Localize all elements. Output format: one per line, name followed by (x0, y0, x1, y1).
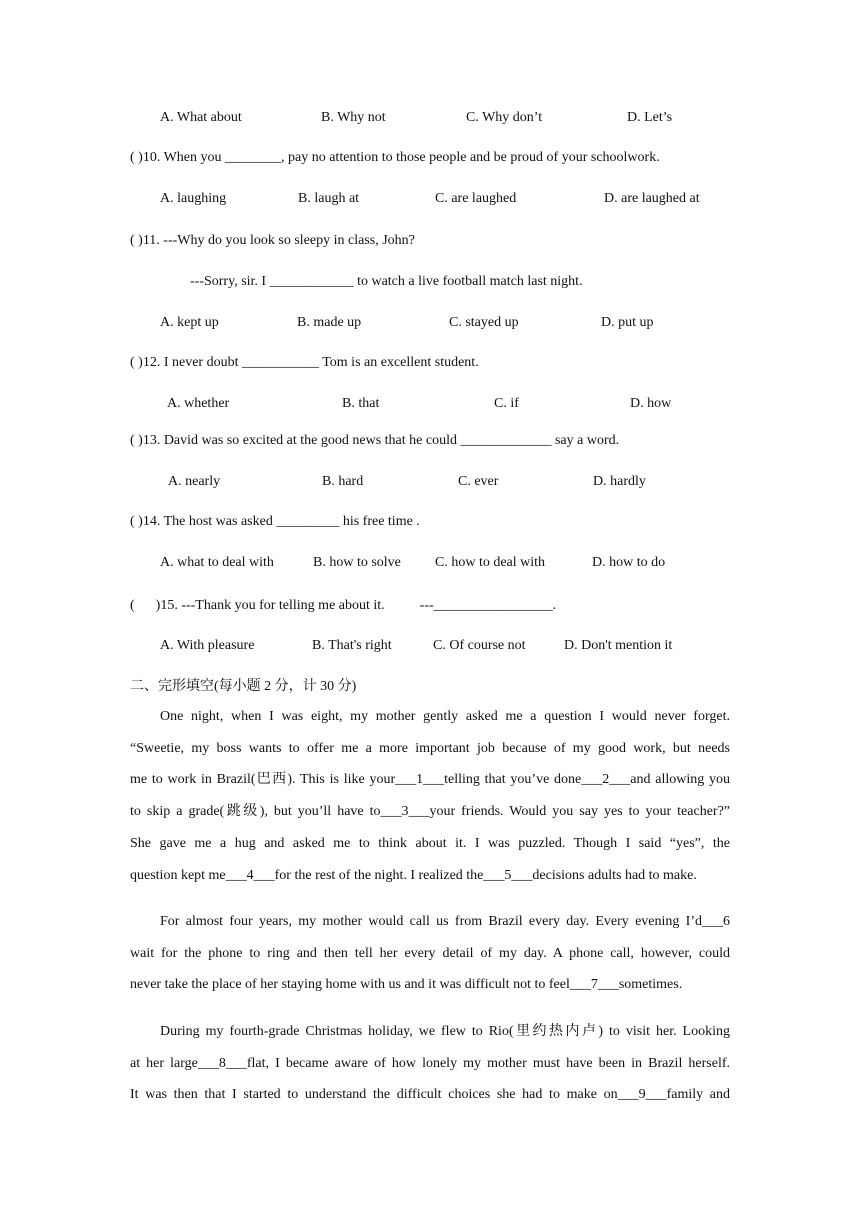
q14-option-d: D. how to do (592, 555, 666, 570)
q10-option-d: D. are laughed at (604, 191, 700, 206)
q13-option-b: B. hard (322, 474, 364, 489)
q12-option-c: C. if (494, 396, 519, 411)
passage-line: question kept me___4___for the rest of the night. I realized the___5___decisions adults had to make. (130, 867, 697, 883)
q10-option-a: A. laughing (160, 191, 227, 206)
q10-option-c: C. are laughed (435, 191, 517, 206)
q14-stem: ( )14. The host was asked _________ his free time . (130, 514, 420, 529)
q11-option-c: C. stayed up (449, 315, 519, 330)
q12-option-a: A. whether (167, 396, 230, 411)
passage-line: For almost four years, my mother would call us from Brazil every day. Every evening I’d___6 (160, 914, 730, 929)
q14-option-a: A. what to deal with (160, 555, 274, 570)
q9-option-d: D. Let’s (627, 110, 673, 125)
q10-stem: ( )10. When you ________, pay no attention to those people and be proud of your schoolwork. (130, 150, 660, 165)
passage-paragraph-3 (130, 1016, 730, 1111)
q13-option-a: A. nearly (168, 474, 221, 489)
q13-option-c: C. ever (458, 474, 499, 489)
q10-option-b: B. laugh at (298, 191, 360, 206)
passage-line: me to work in Brazil(巴西). This is like your___1___telling that you’ve done___2___and allowing you (130, 772, 730, 788)
q11-option-b: B. made up (297, 315, 362, 330)
q9-option-b: B. Why not (321, 110, 386, 125)
passage-line: wait for the phone to ring and then tell her every detail of my day. A phone call, however, could (130, 945, 730, 961)
q12-option-b: B. that (342, 396, 380, 411)
q15-option-a: A. With pleasure (160, 638, 255, 653)
q11-option-d: D. put up (601, 315, 654, 330)
passage-line: at her large___8___flat, I became aware of how lonely my mother must have been in Brazil herself. (130, 1055, 730, 1071)
q9-option-c: C. Why don’t (466, 110, 543, 125)
q13-stem: ( )13. David was so excited at the good news that he could _____________ say a word. (130, 433, 620, 448)
passage-paragraph-2 (130, 906, 730, 1001)
section-heading: 二、完形填空(每小题 2 分，计 30 分) (130, 679, 357, 694)
passage-line: During my fourth-grade Christmas holiday, we flew to Rio(里约热内卢) to visit her. Looking (160, 1024, 730, 1039)
q15-option-d: D. Don't mention it (564, 638, 673, 653)
q13-option-d: D. hardly (593, 474, 646, 489)
q12-stem: ( )12. I never doubt ___________ Tom is an excellent student. (130, 355, 479, 370)
q12-option-d: D. how (630, 396, 672, 411)
passage-line: “Sweetie, my boss wants to offer me a more important job because of my good work, but needs (130, 740, 730, 756)
passage-line: She gave me a hug and asked me to think about it. I was puzzled. Though I said “yes”, the (130, 835, 730, 851)
q15-option-c: C. Of course not (433, 638, 526, 653)
passage-line: It was then that I started to understand the difficult choices she had to make on___9___family and (130, 1087, 730, 1103)
passage-line: never take the place of her staying home with us and it was difficult not to feel___7___sometimes. (130, 977, 683, 993)
q15-stem: ( )15. ---Thank you for telling me about it. ---_________________. (130, 598, 557, 613)
passage-paragraph-1 (130, 701, 730, 891)
q15-option-b: B. That's right (312, 638, 392, 653)
q14-option-c: C. how to deal with (435, 555, 546, 570)
q14-option-b: B. how to solve (313, 555, 401, 570)
passage-line: to skip a grade(跳级), but you’ll have to___3___your friends. Would you say yes to your teacher?” (130, 804, 730, 820)
q11-stem: ( )11. ---Why do you look so sleepy in class, John? (130, 233, 415, 248)
q9-option-a: A. What about (160, 110, 242, 125)
passage-line: One night, when I was eight, my mother gently asked me a question I would never forget. (160, 709, 730, 724)
q11-option-a: A. kept up (160, 315, 219, 330)
q11-reply: ---Sorry, sir. I ____________ to watch a live football match last night. (190, 274, 583, 289)
